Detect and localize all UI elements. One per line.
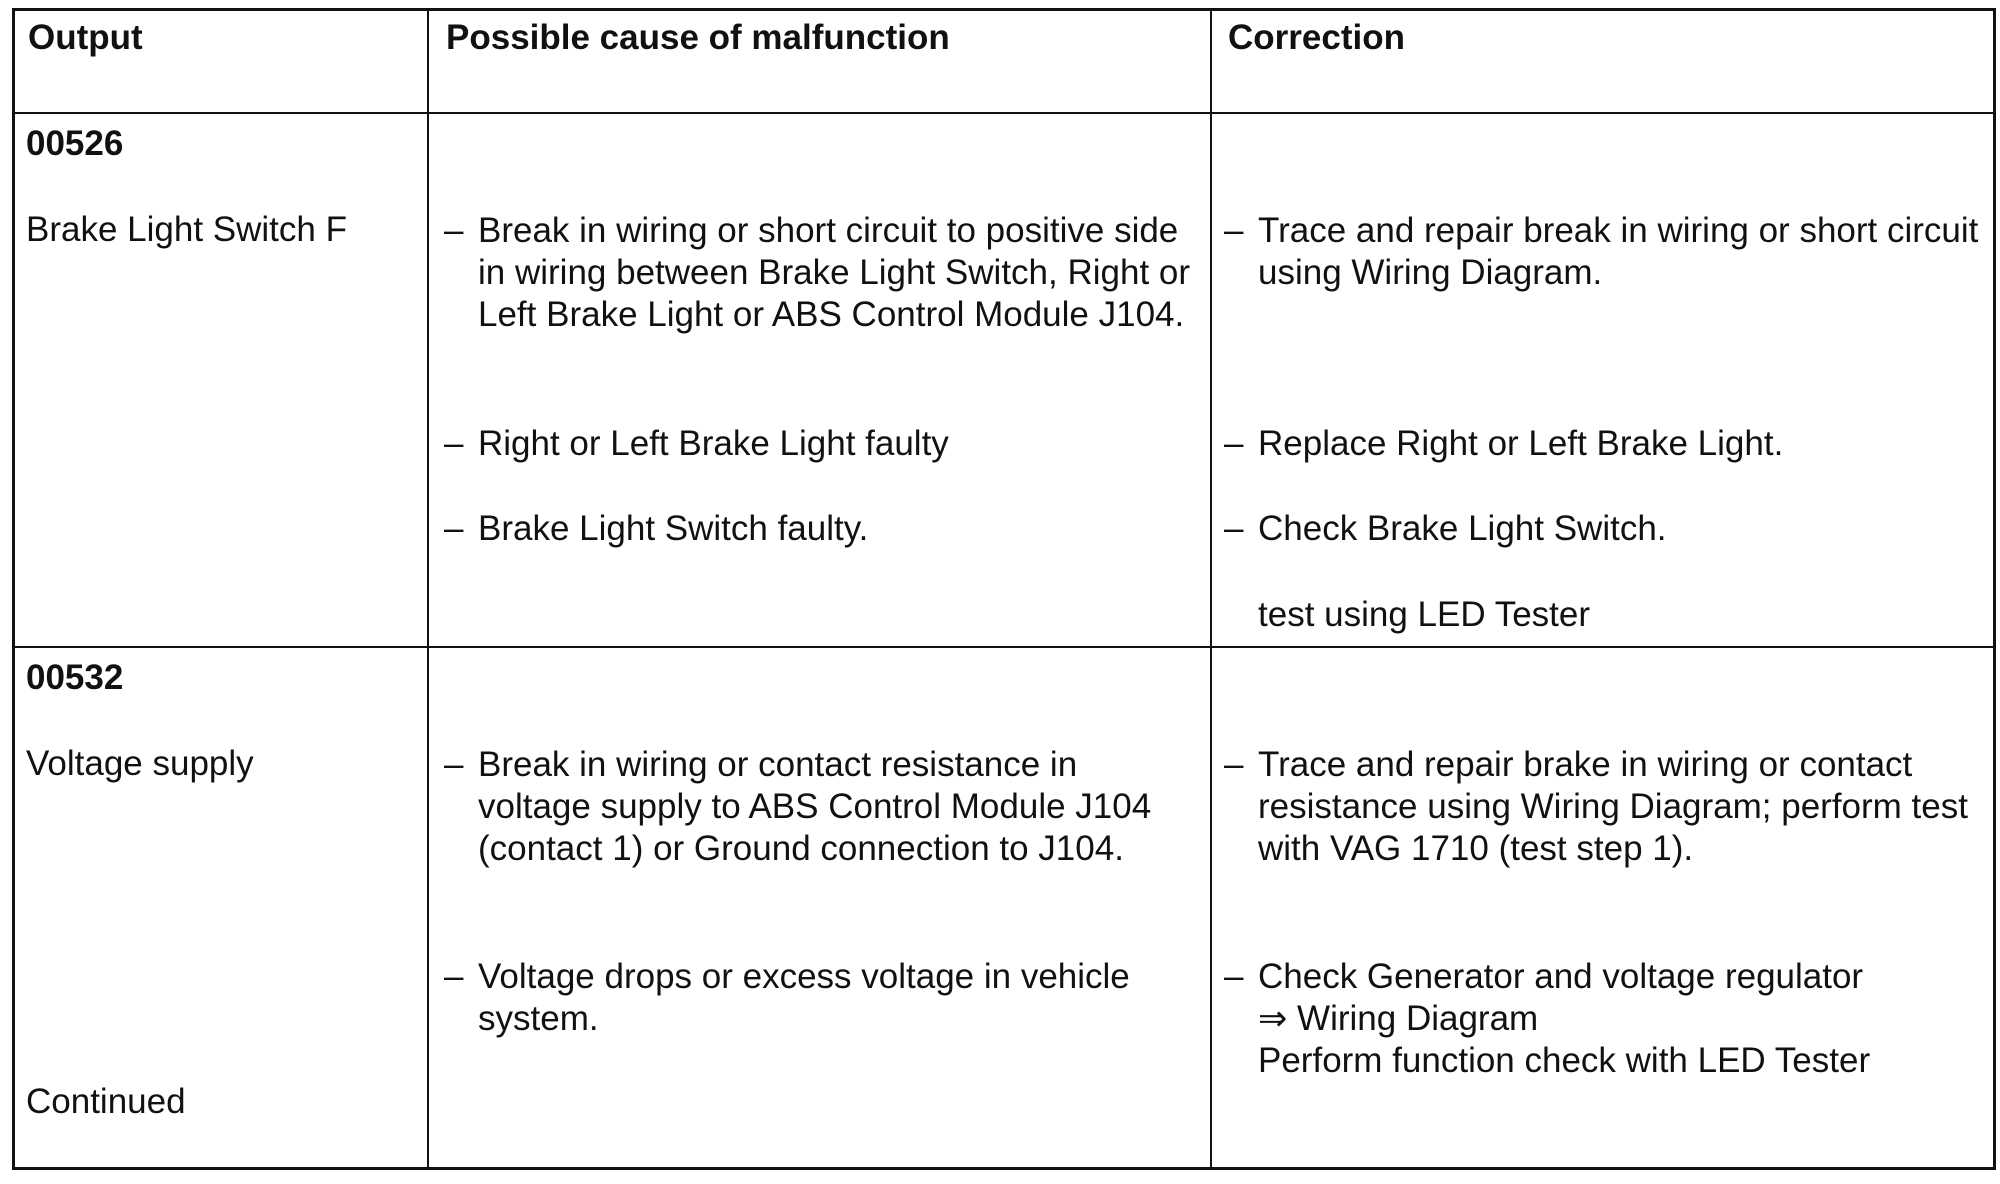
correction-note: test using LED Tester xyxy=(1258,595,1591,634)
header-cause: Possible cause of malfunction xyxy=(446,18,950,57)
correction-item: – Trace and repair break in wiring or short circuit using Wiring Diagram. xyxy=(1224,211,1979,292)
row-divider xyxy=(12,646,1996,648)
header-output: Output xyxy=(28,18,143,57)
cause-item: – Right or Left Brake Light faulty xyxy=(444,424,949,463)
correction-item: – Trace and repair brake in wiring or contact resistance using Wiring Diagram; perform test with VAG 1710 (test step 1). xyxy=(1224,745,1968,868)
cause-item: – Break in wiring or contact resistance in voltage supply to ABS Control Module J104 (contact 1) or Ground connection to J104. xyxy=(444,745,1152,868)
correction-item: – Check Generator and voltage regulator xyxy=(1224,957,1864,996)
cause-item: – Brake Light Switch faulty. xyxy=(444,509,869,548)
column-divider-1 xyxy=(427,8,429,1170)
row-code: 00532 xyxy=(26,658,124,697)
correction-extra: ⇒ Wiring Diagram xyxy=(1258,999,1539,1038)
correction-extra: Perform function check with LED Tester xyxy=(1258,1041,1871,1080)
header-divider xyxy=(12,112,1996,114)
header-correction: Correction xyxy=(1228,18,1405,57)
column-divider-2 xyxy=(1210,8,1212,1170)
correction-item: – Check Brake Light Switch. xyxy=(1224,509,1667,548)
correction-item: – Replace Right or Left Brake Light. xyxy=(1224,424,1784,463)
cause-item: – Voltage drops or excess voltage in vehicle system. xyxy=(444,957,1130,1038)
row-label: Voltage supply xyxy=(26,744,254,783)
row-code: 00526 xyxy=(26,124,124,163)
row-label: Brake Light Switch F xyxy=(26,210,347,249)
continued-label: Continued xyxy=(26,1082,186,1121)
cause-item: – Break in wiring or short circuit to positive side in wiring between Brake Light Switch, Right or Left Brake Light or ABS Control Module J104. xyxy=(444,211,1191,334)
